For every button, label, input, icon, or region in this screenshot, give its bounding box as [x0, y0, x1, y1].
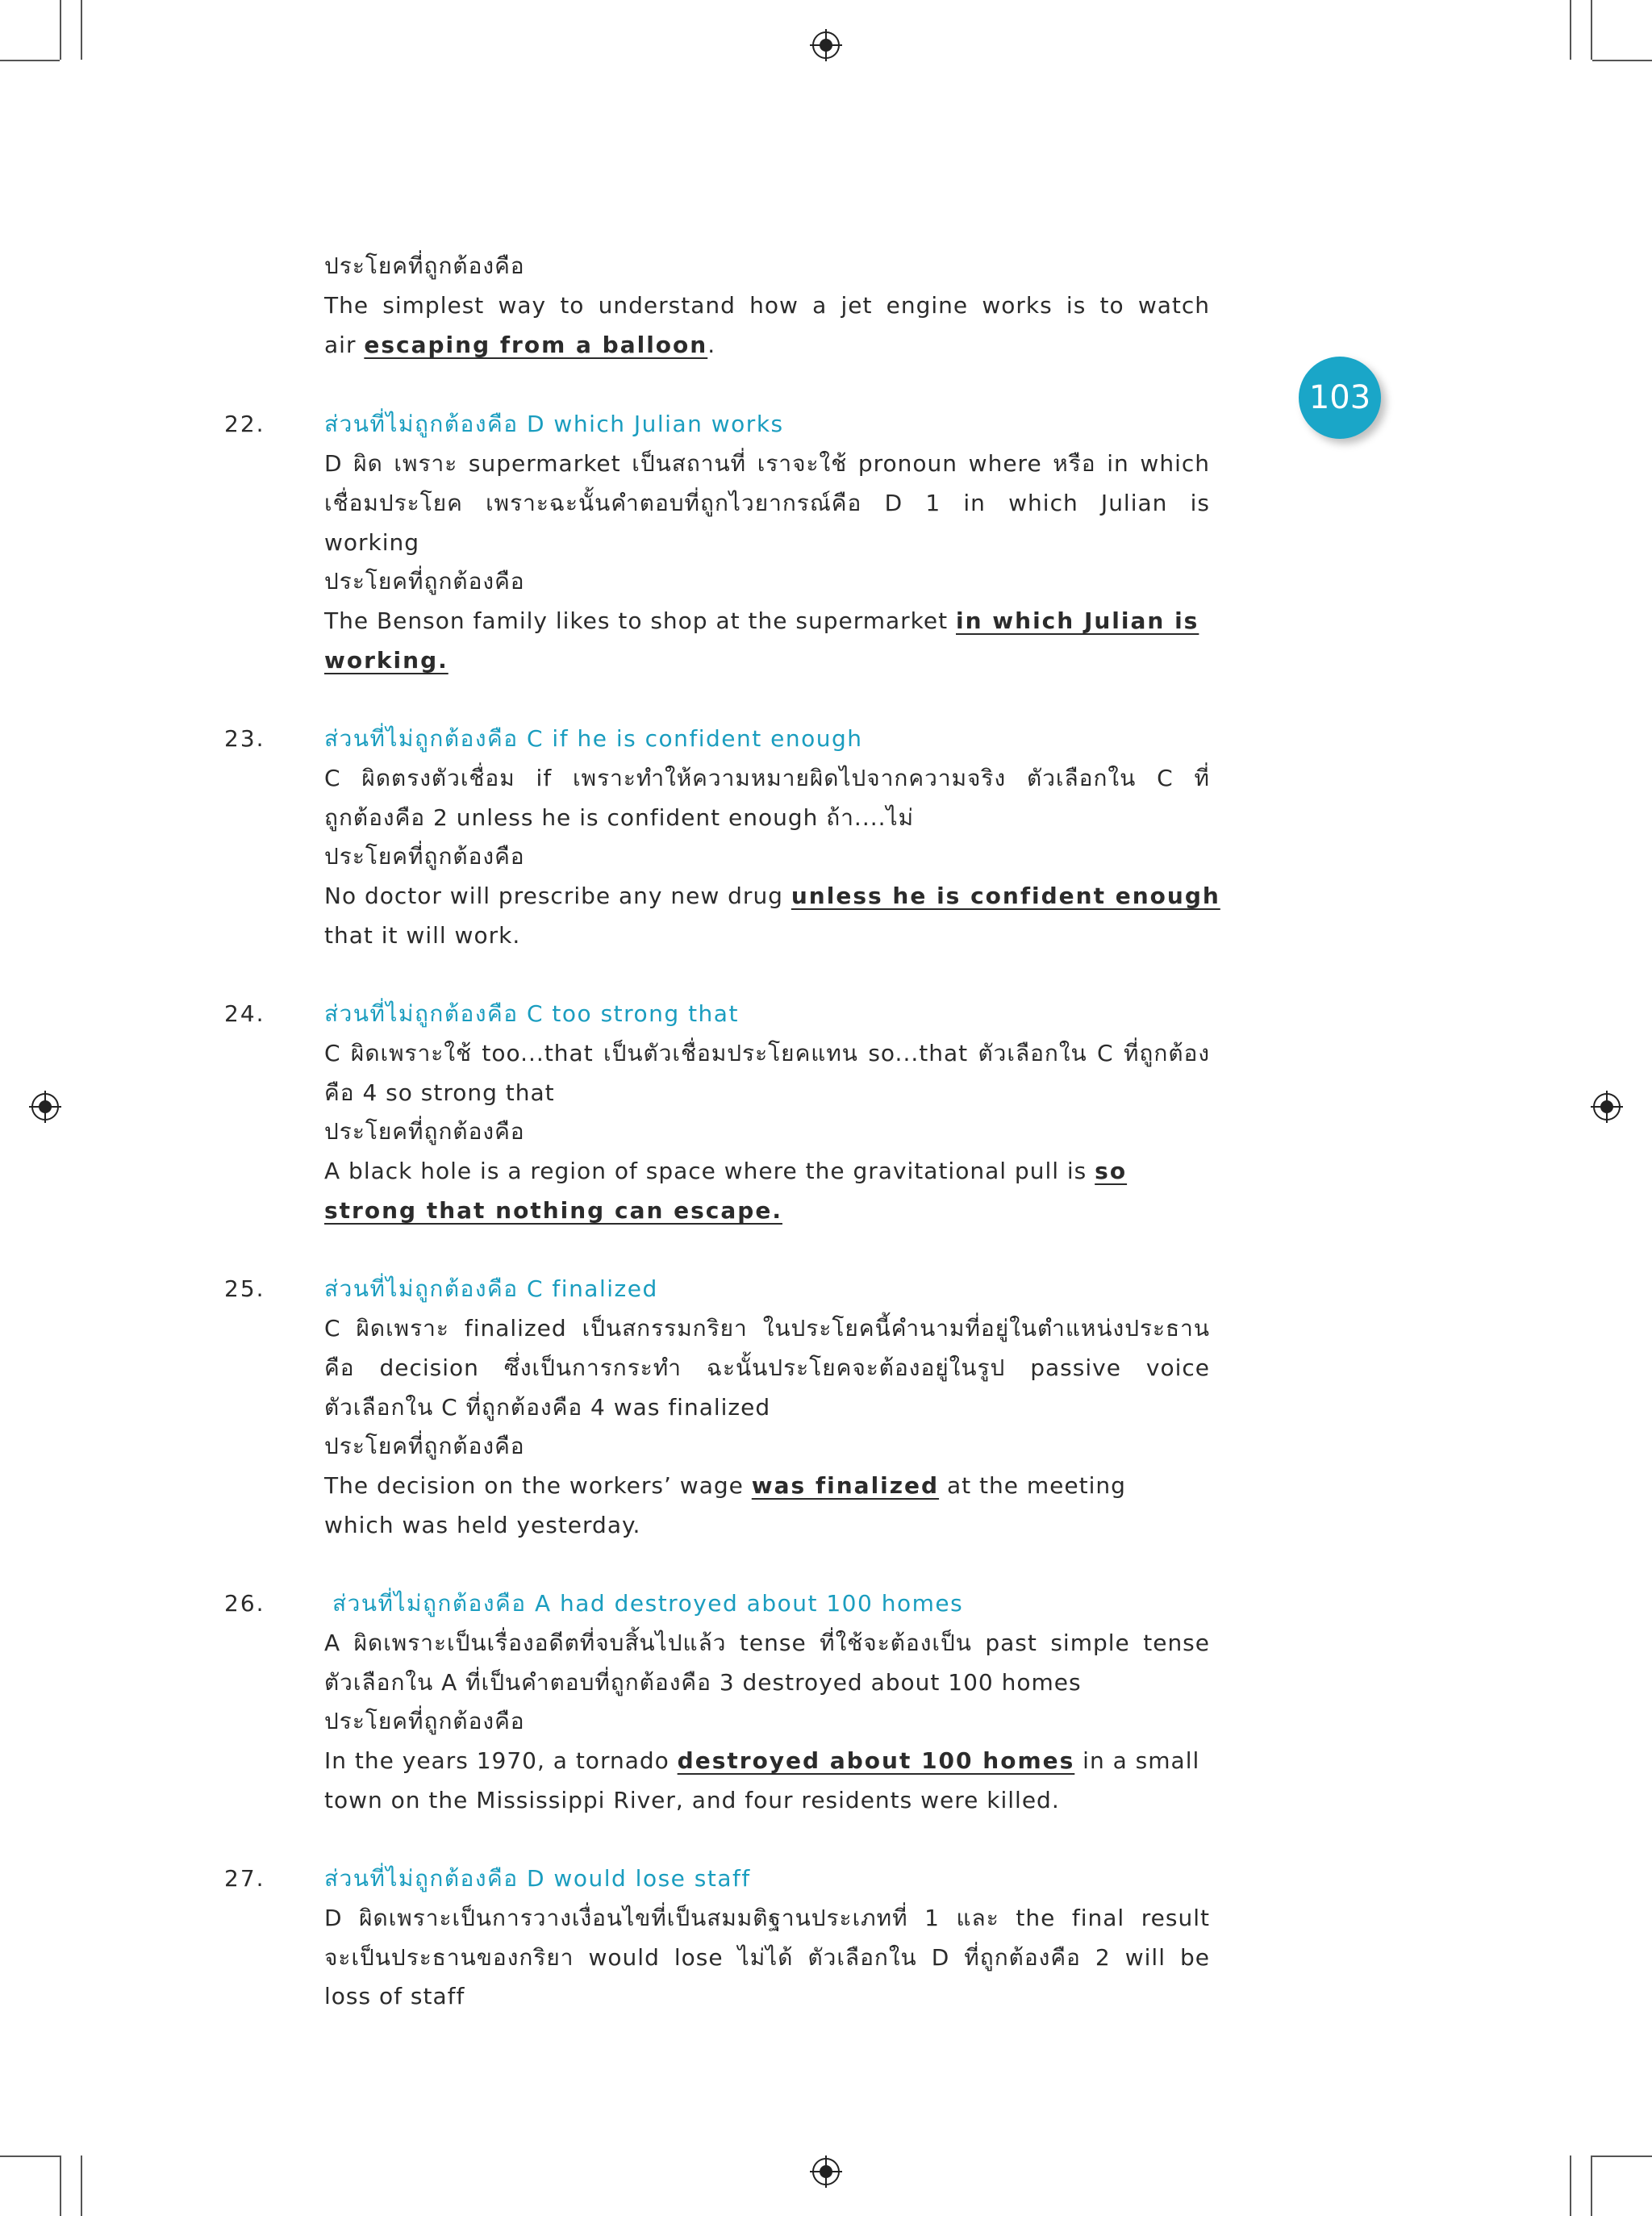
- answer-text: The simplest way to understand how a jet engine works is to watch: [324, 292, 1210, 319]
- correct-sentence-label: ประโยคที่ถูกต้องคือ: [324, 252, 525, 279]
- registration-mark-icon: [810, 2155, 842, 2188]
- crop-mark: [1591, 0, 1592, 60]
- explanation-text: ตัวเลือกใน A ที่เป็นคำตอบที่ถูกต้องคือ 3 destroyed about 100 homes: [324, 1669, 1082, 1696]
- correct-sentence-label: ประโยคที่ถูกต้องคือ: [324, 1708, 525, 1734]
- crop-mark: [60, 0, 61, 60]
- crop-mark: [1592, 2155, 1652, 2157]
- answer-text: that it will work.: [324, 922, 521, 949]
- crop-mark: [81, 2155, 82, 2216]
- answer-text: which was held yesterday.: [324, 1512, 641, 1538]
- item-number: 24.: [224, 1000, 265, 1027]
- crop-mark: [1570, 0, 1571, 60]
- explanation-text: loss of staff: [324, 1983, 465, 2009]
- item-heading: ส่วนที่ไม่ถูกต้องคือ C too strong that: [324, 1000, 739, 1027]
- crop-mark: [81, 0, 82, 60]
- item-number: 22.: [224, 411, 265, 437]
- page-number-badge: 103: [1299, 357, 1381, 439]
- answer-text: The Benson family likes to shop at the supermarket in which Julian is: [324, 607, 1199, 634]
- correct-sentence-label: ประโยคที่ถูกต้องคือ: [324, 568, 525, 595]
- explanation-text: คือ decision ซึ่งเป็นการกระทำ ฉะนั้นประโยคจะต้องอยู่ในรูป passive voice: [324, 1354, 1210, 1381]
- registration-mark-icon: [29, 1091, 61, 1123]
- crop-mark: [1592, 60, 1652, 61]
- answer-text: working.: [324, 647, 448, 674]
- item-number: 26.: [224, 1590, 265, 1617]
- answer-text: strong that nothing can escape.: [324, 1197, 782, 1224]
- explanation-text: working: [324, 529, 420, 556]
- explanation-text: เชื่อมประโยค เพราะฉะนั้นคำตอบที่ถูกไวยากรณ์คือ D 1 in which Julian is: [324, 490, 1210, 516]
- correct-sentence-label: ประโยคที่ถูกต้องคือ: [324, 1118, 525, 1145]
- answer-text: No doctor will prescribe any new drug unless he is confident enough: [324, 883, 1220, 909]
- item-number: 25.: [224, 1275, 265, 1302]
- answer-text: A black hole is a region of space where the gravitational pull is so: [324, 1158, 1128, 1184]
- registration-mark-icon: [810, 29, 842, 61]
- correct-sentence-label: ประโยคที่ถูกต้องคือ: [324, 843, 525, 870]
- correct-sentence-label: ประโยคที่ถูกต้องคือ: [324, 1433, 525, 1459]
- item-heading: ส่วนที่ไม่ถูกต้องคือ A had destroyed about 100 homes: [332, 1590, 964, 1617]
- explanation-text: ตัวเลือกใน C ที่ถูกต้องคือ 4 was finalized: [324, 1394, 771, 1421]
- explanation-text: คือ 4 so strong that: [324, 1079, 555, 1106]
- answer-text: In the years 1970, a tornado destroyed about 100 homes in a small: [324, 1747, 1200, 1774]
- item-number: 23.: [224, 725, 265, 752]
- crop-mark: [0, 2155, 60, 2157]
- answer-text: town on the Mississippi River, and four residents were killed.: [324, 1787, 1060, 1813]
- explanation-text: D ผิดเพราะเป็นการวางเงื่อนไขที่เป็นสมมติฐานประเภทที่ 1 และ the final result: [324, 1905, 1210, 1931]
- answer-text: The decision on the workers’ wage was finalized at the meeting: [324, 1472, 1126, 1499]
- explanation-text: C ผิดเพราะ finalized เป็นสกรรมกริยา ในประโยคนี้คำนามที่อยู่ในตำแหน่งประธาน: [324, 1315, 1210, 1342]
- registration-mark-icon: [1591, 1091, 1623, 1123]
- crop-mark: [1570, 2155, 1571, 2216]
- crop-mark: [0, 60, 60, 61]
- crop-mark: [60, 2155, 61, 2216]
- item-heading: ส่วนที่ไม่ถูกต้องคือ C finalized: [324, 1275, 658, 1302]
- crop-mark: [1591, 2155, 1592, 2216]
- explanation-text: C ผิดเพราะใช้ too...that เป็นตัวเชื่อมประโยคแทน so...that ตัวเลือกใน C ที่ถูกต้อง: [324, 1040, 1210, 1066]
- explanation-text: A ผิดเพราะเป็นเรื่องอดีตที่จบสิ้นไปแล้ว tense ที่ใช้จะต้องเป็น past simple tense: [324, 1630, 1210, 1656]
- explanation-text: ถูกต้องคือ 2 unless he is confident enough ถ้า....ไม่: [324, 804, 915, 831]
- explanation-text: D ผิด เพราะ supermarket เป็นสถานที่ เราจะใช้ pronoun where หรือ in which: [324, 450, 1210, 477]
- item-heading: ส่วนที่ไม่ถูกต้องคือ D which Julian works: [324, 411, 784, 437]
- item-heading: ส่วนที่ไม่ถูกต้องคือ C if he is confident enough: [324, 725, 863, 752]
- explanation-text: C ผิดตรงตัวเชื่อม if เพราะทำให้ความหมายผิดไปจากความจริง ตัวเลือกใน C ที่: [324, 765, 1210, 791]
- item-heading: ส่วนที่ไม่ถูกต้องคือ D would lose staff: [324, 1865, 751, 1892]
- explanation-text: จะเป็นประธานของกริยา would lose ไม่ได้ ตัวเลือกใน D ที่ถูกต้องคือ 2 will be: [324, 1944, 1210, 1971]
- item-number: 27.: [224, 1865, 265, 1892]
- answer-text: air escaping from a balloon.: [324, 332, 716, 358]
